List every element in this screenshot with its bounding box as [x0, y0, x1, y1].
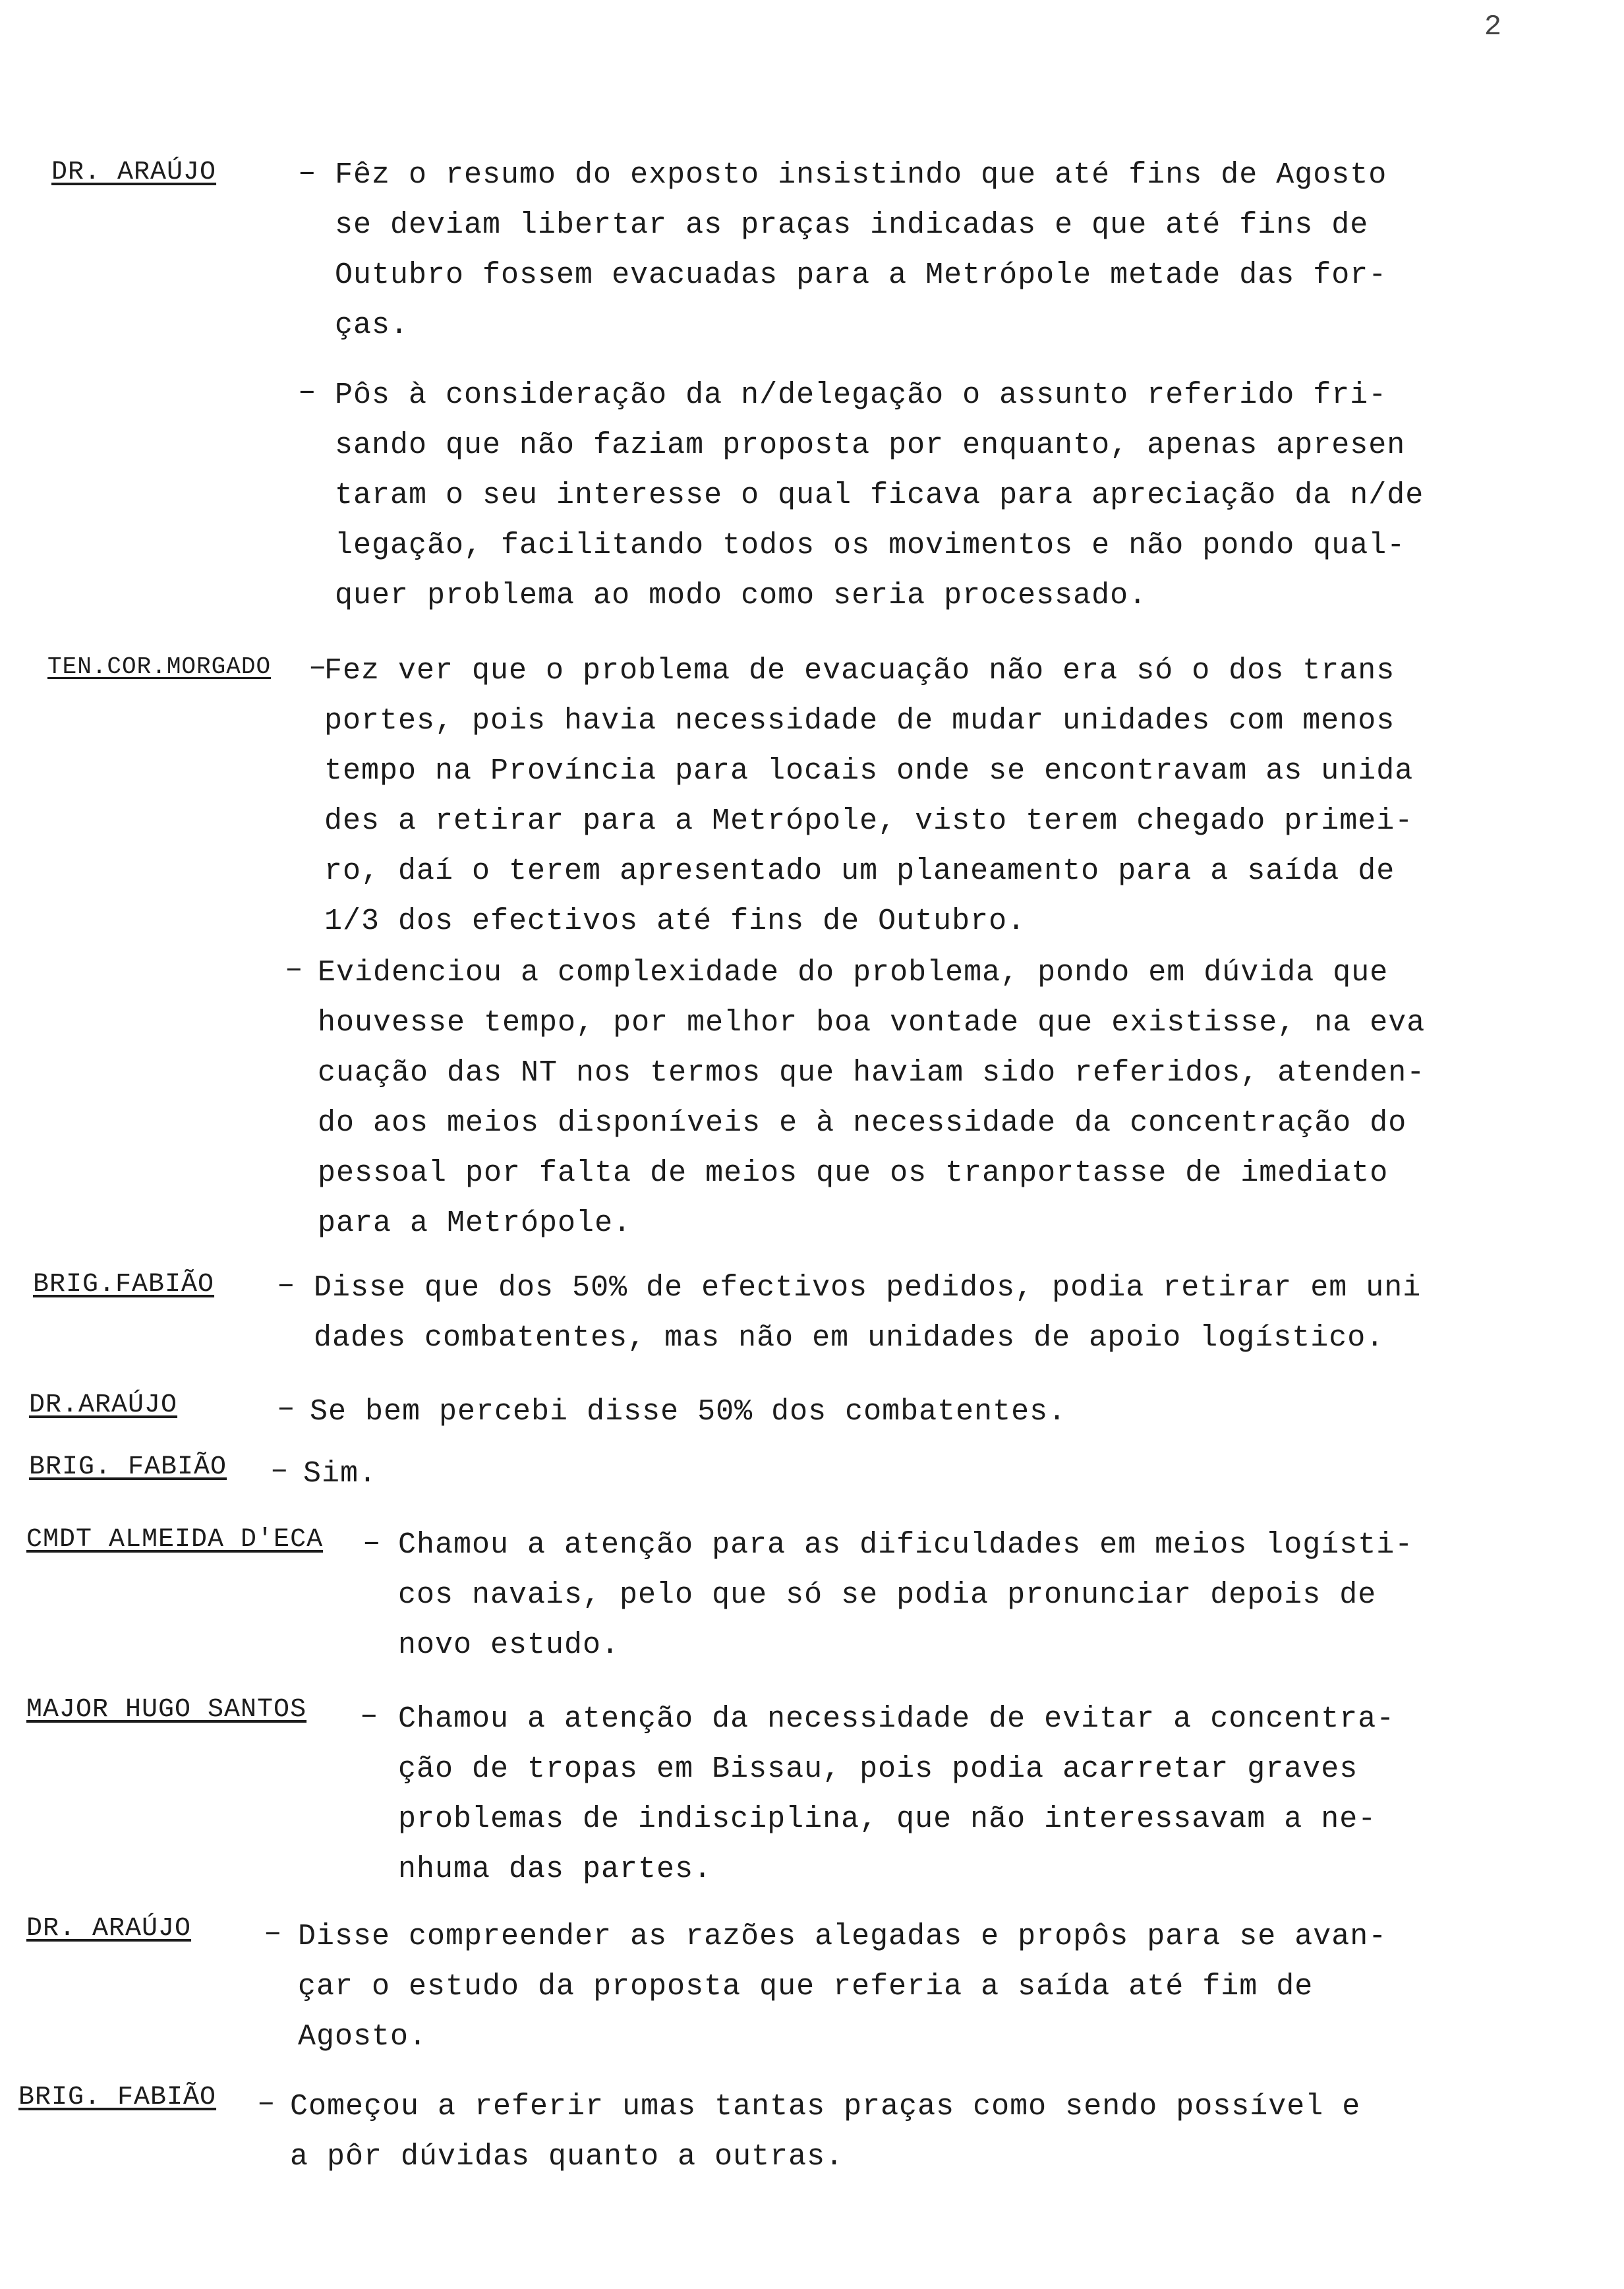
dash-marker: –: [298, 156, 316, 190]
dash-marker: –: [298, 374, 316, 409]
speaker-label: DR.ARAÚJO: [29, 1390, 178, 1420]
dash-marker: –: [277, 1268, 295, 1302]
dash-marker: –: [277, 1391, 295, 1425]
speaker-label: MAJOR HUGO SANTOS: [26, 1695, 307, 1725]
statement-text: Disse compreender as razões alegadas e propôs para se avan- çar o estudo da proposta que referia a saída até fim de Agosto.: [298, 1920, 1387, 2054]
statement-text: Pôs à consideração da n/delegação o assunto referido fri- sando que não faziam proposta por enquanto, apenas apresen taram o seu interesse o qual ficava para apreciação da n/de legação, facilitando todos os movimentos e não pondo qual- quer problema ao modo como seria processado.: [335, 378, 1424, 612]
dash-marker: –: [360, 1698, 378, 1733]
statement-text: Fêz o resumo do exposto insistindo que até fins de Agosto se deviam libertar as praças indicadas e que até fins de Outubro fossem evacuadas para a Metrópole metade das for- ças.: [335, 158, 1387, 342]
statement-text: Sim.: [303, 1457, 378, 1491]
dash-marker: –: [285, 952, 303, 986]
dash-marker: –: [308, 650, 327, 684]
speaker-label: TEN.COR.MORGADO: [47, 653, 272, 680]
speaker-label: BRIG.FABIÃO: [33, 1270, 215, 1299]
dash-marker: –: [270, 1453, 289, 1487]
statement-text: Chamou a atenção para as dificuldades em meios logísti- cos navais, pelo que só se podia pronunciar depois de novo estudo.: [398, 1528, 1414, 1662]
speaker-label: CMDT ALMEIDA D'ECA: [26, 1525, 324, 1555]
dash-marker: –: [257, 2086, 276, 2120]
statement-text: Evidenciou a complexidade do problema, pondo em dúvida que houvesse tempo, por melhor boa vontade que existisse, na eva cuação das NT nos termos que haviam sido referidos, atenden- do aos meios disponíveis e à necessidade da concentração do pessoal por falta de meios que os tranportasse de imediato para a Metrópole.: [318, 956, 1426, 1240]
statement-text: Chamou a atenção da necessidade de evitar a concentra- ção de tropas em Bissau, pois podia acarretar graves problemas de indisciplina, que não interessavam a ne- nhuma das partes.: [398, 1702, 1395, 1886]
speaker-label: DR. ARAÚJO: [51, 158, 217, 187]
speaker-label: BRIG. FABIÃO: [29, 1452, 227, 1482]
dash-marker: –: [362, 1526, 381, 1560]
speaker-label: BRIG. FABIÃO: [18, 2083, 217, 2112]
speaker-label: DR. ARAÚJO: [26, 1914, 192, 1944]
page-number: 2: [1484, 11, 1502, 44]
statement-text: Fez ver que o problema de evacuação não era só o dos trans portes, pois havia necessidade de mudar unidades com menos tempo na Província para locais onde se encontravam as unida des a retirar para a Metrópole, visto terem chegado primei- ro, daí o terem apresentado um planeamento para a saída de 1/3 dos efectivos até fins de Outubro.: [324, 654, 1414, 938]
dash-marker: –: [264, 1916, 282, 1950]
statement-text: Se bem percebi disse 50% dos combatentes.: [310, 1395, 1067, 1429]
statement-text: Começou a referir umas tantas praças como sendo possível e a pôr dúvidas quanto a outras.: [290, 2090, 1361, 2174]
statement-text: Disse que dos 50% de efectivos pedidos, podia retirar em uni dades combatentes, mas não em unidades de apoio logístico.: [314, 1271, 1422, 1355]
